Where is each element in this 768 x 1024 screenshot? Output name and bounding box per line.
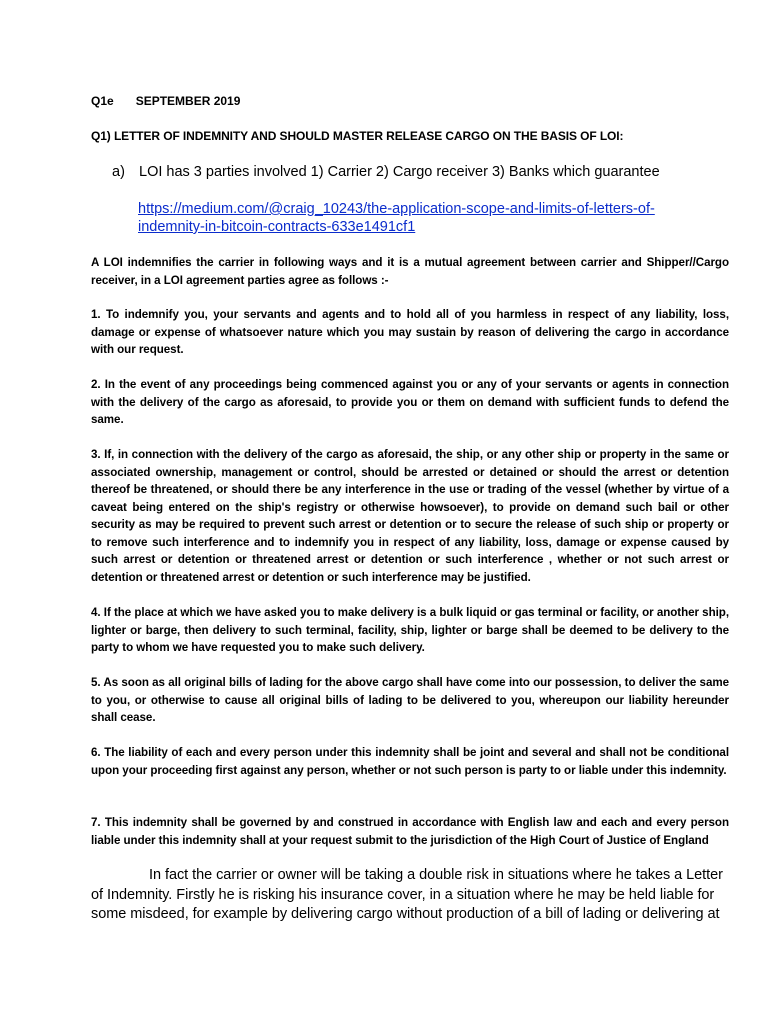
clause-6: 6. The liability of each and every person under this indemnity shall be joint and several and shall not be conditional upon your proceeding first against any person, whether or not such person is party to or liable under this indemnity. [91,746,729,777]
clause-5: 5. As soon as all original bills of lading for the above cargo shall have come into our possession, to deliver the same to you, or otherwise to cause all original bills of lading to be delivered to you, whereupon our liability hereunder shall cease. [91,676,729,724]
intro-paragraph: A LOI indemnifies the carrier in following ways and it is a mutual agreement between carrier and Shipper//Cargo receiver, in a LOI agreement parties agree as follows :- [91,256,729,287]
list-marker: a) [112,164,125,180]
list-item-text: LOI has 3 parties involved 1) Carrier 2) Cargo receiver 3) Banks which guarantee [139,164,660,180]
reference-link[interactable] [138,201,655,235]
closing-paragraph-text: In fact the carrier or owner will be taking a double risk in situations where he takes a Letter of Indemnity. Firstly he is risking his insurance cover, in a situation where he may be held liable for some misdeed, for example by delivering cargo without production of a bill of lading or delivering at [91,867,723,922]
clause-7: 7. This indemnity shall be governed by and construed in accordance with English law and each and every person liable under this indemnity shall at your request submit to the jurisdiction of the High Court of Justice of England [91,816,729,847]
reference-link-line-1[interactable]: https://medium.com/@craig_10243/the-application-scope-and-limits-of-letters-of- [138,201,655,217]
section-title: Q1) LETTER OF INDEMNITY AND SHOULD MASTER RELEASE CARGO ON THE BASIS OF LOI: [91,129,624,143]
document-header [91,94,240,108]
reference-link-block [138,200,698,236]
question-code: Q1e [91,94,114,108]
exam-date: SEPTEMBER 2019 [135,94,241,108]
clause-3: 3. If, in connection with the delivery of the cargo as aforesaid, the ship, or any other ship or property in the same or associated ownership, management or control, should be arrested or detained or should the arrest or detention thereof be threatened, or should there be any interference in the use or trading of the vessel (whether by virtue of a caveat being entered on the ship's registry or otherwise howsoever), to provide on demand such bail or other security as may be required to prevent such arrest or detention or to secure the release of such ship or property or to remove such interference and to indemnify you in respect of any liability, loss, damage or expense caused by such arrest or detention or threatened arrest or detention or such interference , whether or not such arrest or detention or threatened arrest or detention or such interference may be justified. [91,448,729,584]
clause-4: 4. If the place at which we have asked you to make delivery is a bulk liquid or gas terminal or facility, or another ship, lighter or barge, then delivery to such terminal, facility, ship, lighter or barge shall be deemed to be delivery to the party to whom we have requested you to make such delivery. [91,606,729,654]
closing-paragraph [91,866,729,925]
clause-2: 2. In the event of any proceedings being commenced against you or any of your servants or agents in connection with the delivery of the cargo as aforesaid, to provide you or them on demand with sufficient funds to defend the same. [91,378,729,426]
list-item-a [112,164,712,180]
clause-1: 1. To indemnify you, your servants and agents and to hold all of you harmless in respect of any liability, loss, damage or expense of whatsoever nature which you may sustain by reason of delivering the cargo in accordance with our request. [91,308,729,356]
reference-link-line-2[interactable]: indemnity-in-bitcoin-contracts-633e1491cf1 [138,219,416,235]
